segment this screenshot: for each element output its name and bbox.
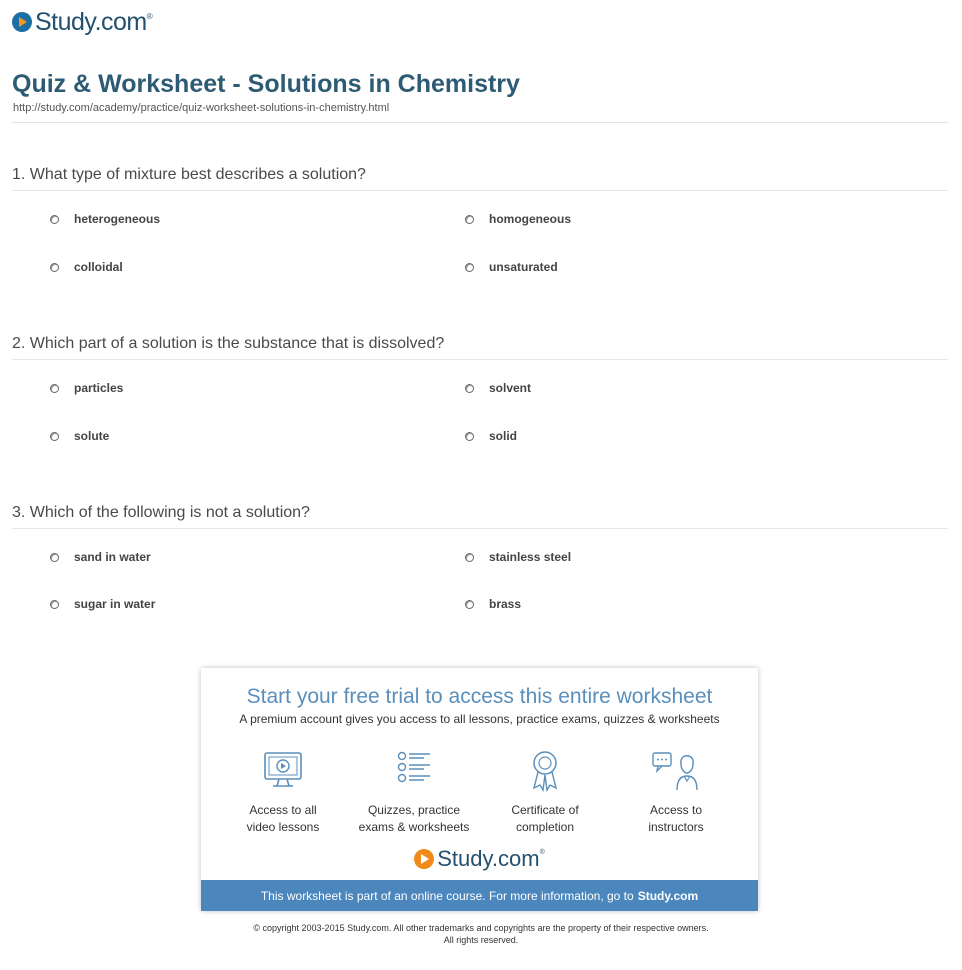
feature-label: Quizzes, practice — [367, 803, 461, 817]
answer-option[interactable] — [427, 381, 531, 395]
radio-button-icon[interactable] — [50, 384, 59, 393]
rights-line: All rights reserved. — [443, 935, 519, 945]
play-logo-icon — [12, 12, 32, 32]
answer-label: heterogeneous — [74, 212, 161, 226]
radio-button-icon[interactable] — [50, 432, 59, 441]
question-2 — [12, 335, 948, 360]
feature-label: Certificate of — [511, 803, 579, 817]
answer-label: colloidal — [74, 260, 123, 274]
course-info-band[interactable] — [201, 880, 758, 911]
question-3 — [12, 504, 948, 529]
logo-text: Study.com — [35, 7, 147, 36]
radio-button-icon[interactable] — [465, 432, 474, 441]
answer-option[interactable] — [12, 550, 151, 564]
answer-label: solid — [489, 429, 518, 443]
play-logo-icon — [414, 849, 434, 869]
promo-study-logo[interactable] — [201, 846, 758, 872]
answer-label: solvent — [489, 381, 532, 395]
logo-trademark: ® — [146, 12, 153, 21]
feature-label: exams & worksheets — [358, 820, 470, 834]
copyright-line: © copyright 2003-2015 Study.com. All other trademarks and copyrights are the property of their respective owners. — [253, 923, 709, 933]
feature-label: Access to — [649, 803, 703, 817]
radio-button-icon[interactable] — [50, 215, 59, 224]
answer-option[interactable] — [12, 260, 123, 274]
radio-button-icon[interactable] — [465, 553, 474, 562]
radio-button-icon[interactable] — [50, 600, 59, 609]
answer-option[interactable] — [12, 597, 155, 611]
answer-label: solute — [74, 429, 110, 443]
radio-button-icon[interactable] — [465, 215, 474, 224]
feature-label: video lessons — [246, 820, 320, 834]
logo-trademark: ® — [539, 849, 545, 856]
certificate-icon — [523, 748, 567, 792]
feature-certificate — [480, 748, 610, 836]
band-text: This worksheet is part of an online course. For more information, go to — [260, 888, 634, 903]
title-divider — [12, 122, 948, 123]
feature-label: completion — [515, 820, 575, 834]
answer-label: brass — [489, 597, 522, 611]
study-logo[interactable] — [12, 6, 153, 38]
answer-option[interactable] — [427, 212, 571, 226]
feature-video-lessons — [218, 748, 348, 836]
answer-option[interactable] — [12, 381, 123, 395]
answer-label: particles — [74, 381, 124, 395]
feature-instructors — [611, 748, 741, 836]
answer-option[interactable] — [427, 550, 571, 564]
feature-label: instructors — [648, 820, 704, 834]
page-title: Quiz & Worksheet - Solutions in Chemistry — [12, 70, 520, 98]
answer-label: unsaturated — [489, 260, 558, 274]
feature-quizzes — [349, 748, 479, 836]
answer-option[interactable] — [12, 429, 109, 443]
answer-label: sugar in water — [74, 597, 156, 611]
question-text: 3. Which of the following is not a solution? — [12, 504, 948, 529]
answer-label: sand in water — [74, 550, 151, 564]
feature-label: Access to all — [249, 803, 317, 817]
promo-title[interactable]: Start your free trial to access this entire worksheet — [246, 685, 713, 708]
promo-subtitle: A premium account gives you access to all lessons, practice exams, quizzes & worksheets — [239, 712, 720, 726]
answer-option[interactable] — [427, 429, 517, 443]
checklist-icon — [392, 748, 436, 792]
question-text: 1. What type of mixture best describes a solution? — [12, 166, 948, 191]
radio-button-icon[interactable] — [50, 553, 59, 562]
radio-button-icon[interactable] — [465, 263, 474, 272]
radio-button-icon[interactable] — [50, 263, 59, 272]
answer-option[interactable] — [427, 597, 521, 611]
answer-option[interactable] — [12, 212, 160, 226]
question-text: 2. Which part of a solution is the substance that is dissolved? — [12, 335, 948, 360]
radio-button-icon[interactable] — [465, 384, 474, 393]
answer-option[interactable] — [427, 260, 558, 274]
radio-button-icon[interactable] — [465, 600, 474, 609]
answer-label: stainless steel — [489, 550, 572, 564]
instructor-icon — [650, 748, 702, 792]
page-url: http://study.com/academy/practice/quiz-worksheet-solutions-in-chemistry.html — [13, 102, 390, 114]
promo-logo-text: Study.com — [437, 846, 540, 871]
question-1 — [12, 166, 948, 191]
copyright-footer — [0, 922, 962, 946]
video-lesson-icon — [261, 748, 305, 792]
answer-label: homogeneous — [489, 212, 572, 226]
study-link[interactable]: Study.com — [637, 888, 699, 903]
free-trial-promo[interactable] — [201, 668, 758, 911]
